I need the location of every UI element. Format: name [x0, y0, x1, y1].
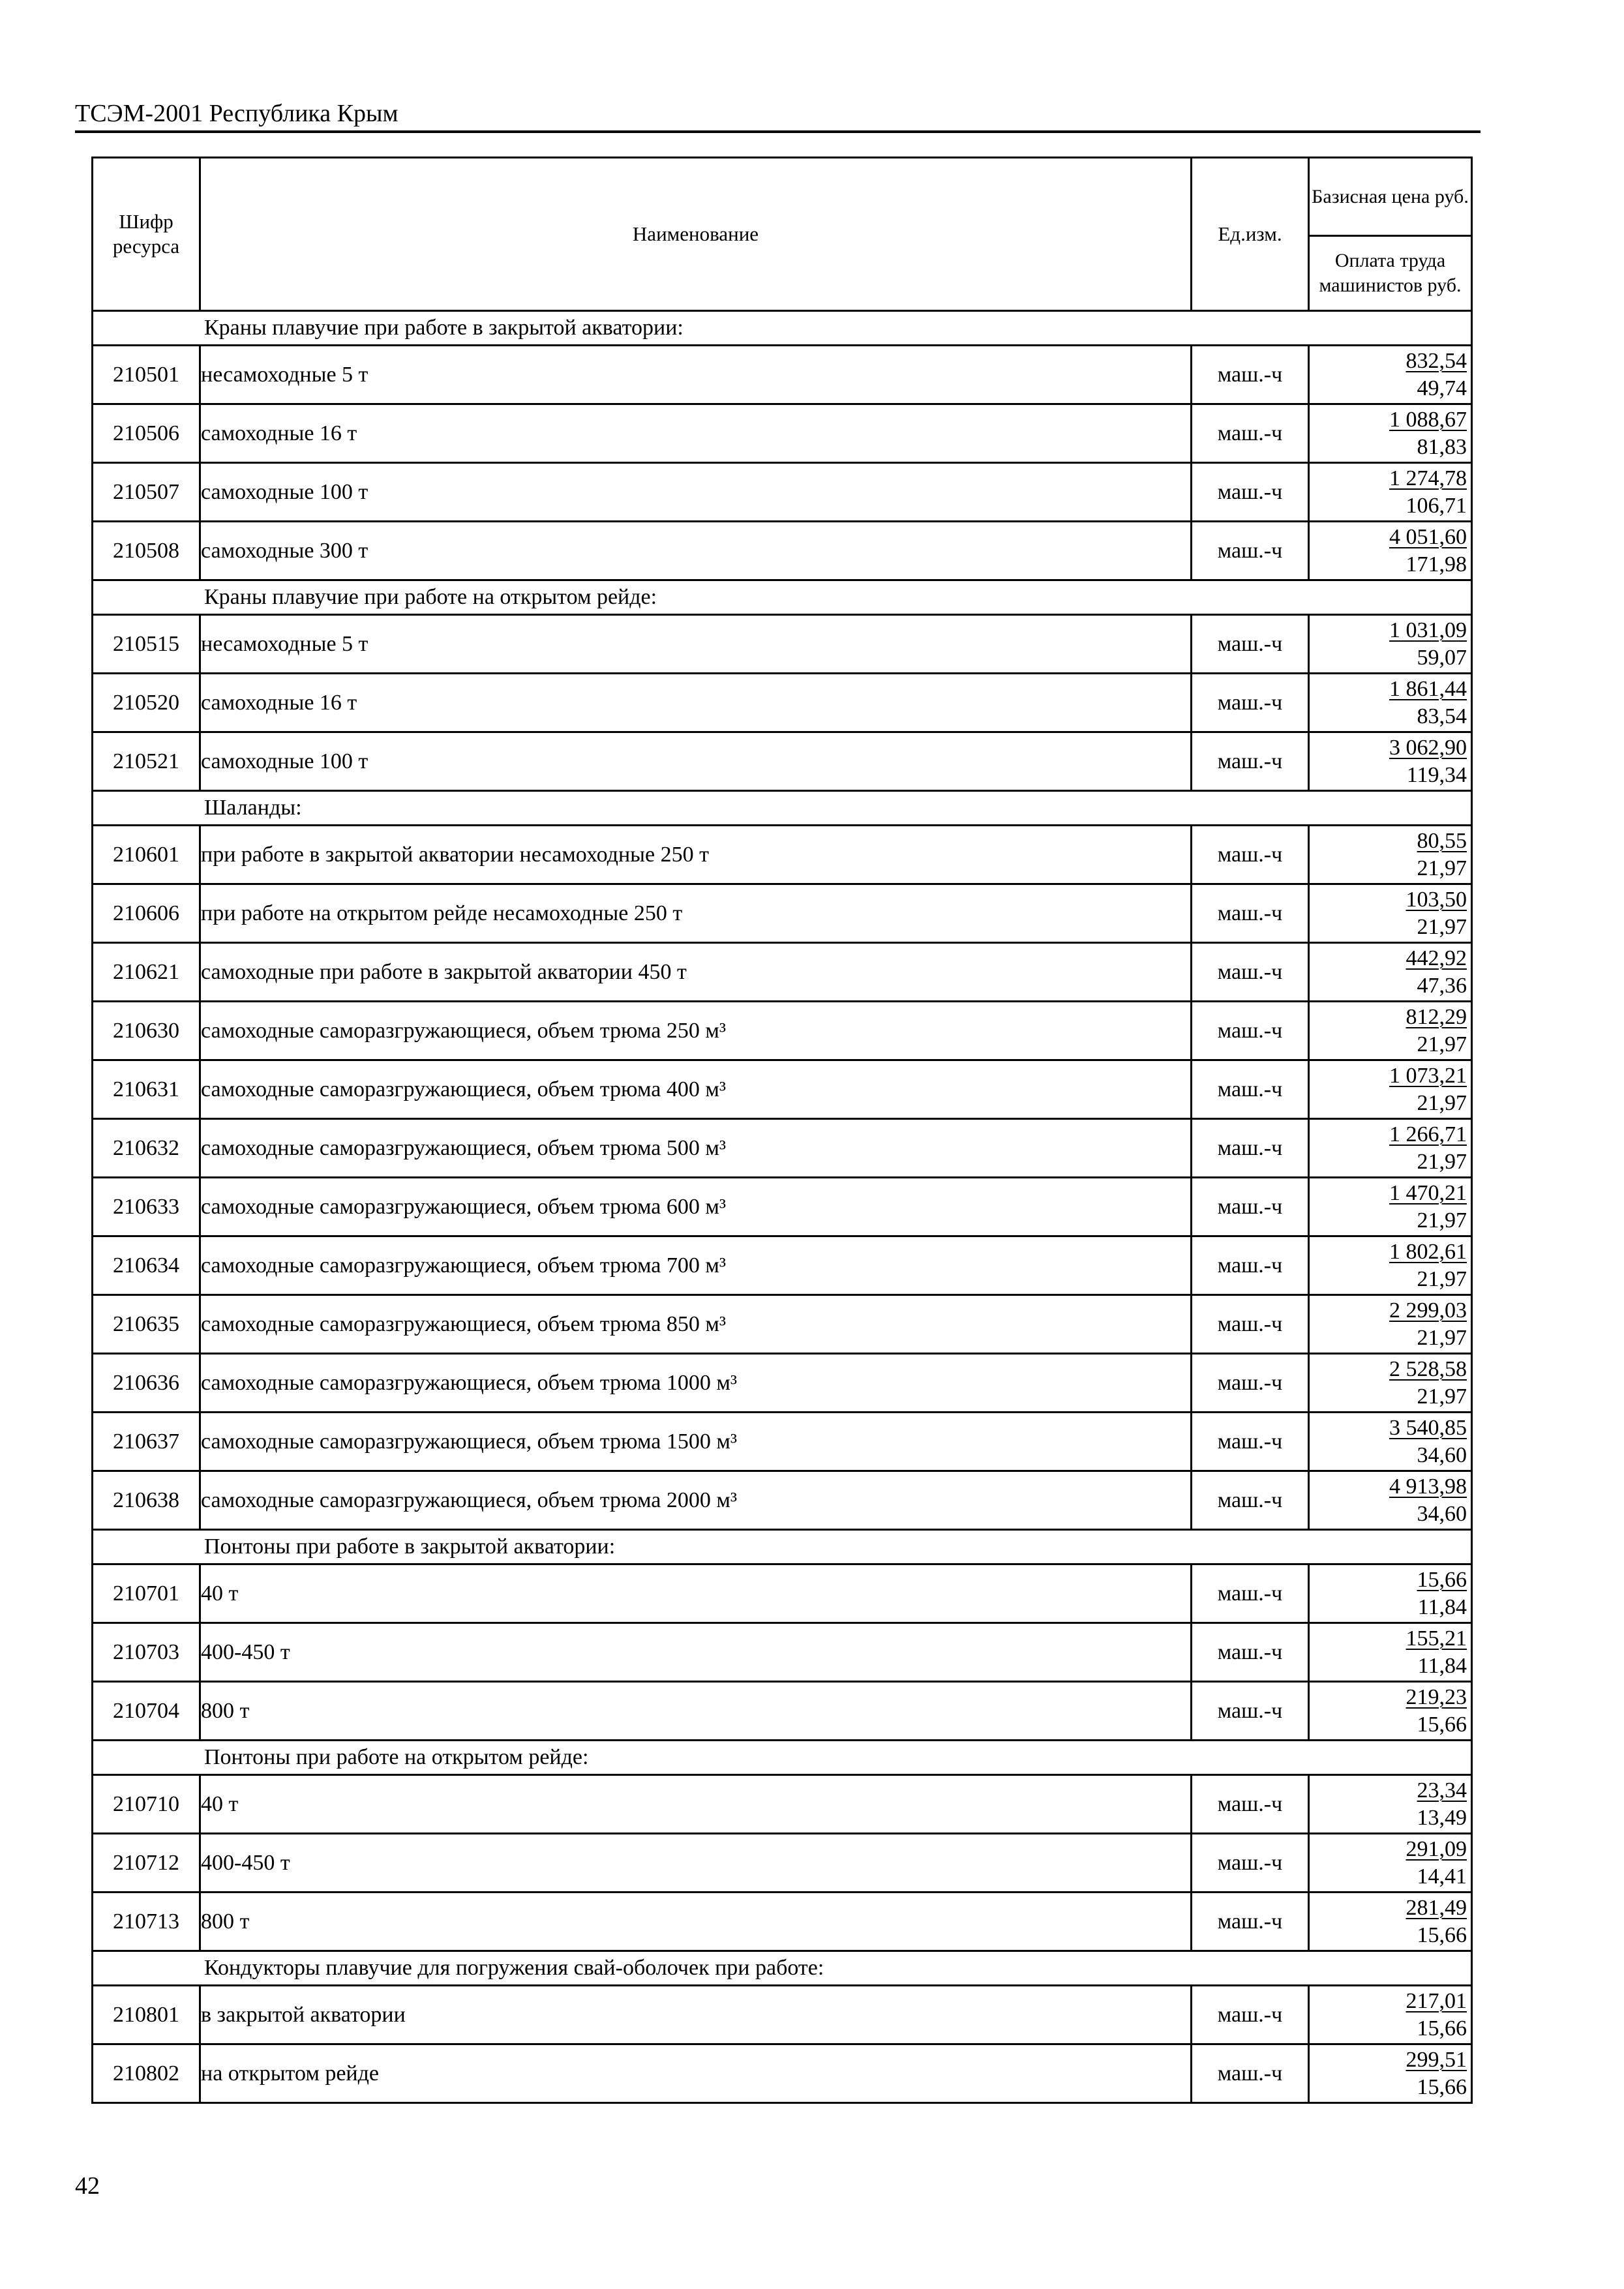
- resource-name: самоходные 16 т: [200, 674, 1192, 732]
- resource-unit: маш.-ч: [1192, 1060, 1309, 1119]
- base-price: 832,54: [1406, 348, 1467, 373]
- base-price: 2 528,58: [1389, 1356, 1467, 1381]
- base-price: 217,01: [1406, 1988, 1467, 2013]
- section-row: [93, 1951, 1472, 1986]
- table-row: [93, 1623, 1472, 1682]
- resource-name: самоходные саморазгружающиеся, объем трюма 400 м³: [200, 1060, 1192, 1119]
- base-price: 1 088,67: [1389, 407, 1467, 432]
- resource-name: самоходные саморазгружающиеся, объем трюма 2000 м³: [200, 1471, 1192, 1530]
- resource-code: 210515: [93, 615, 200, 674]
- price-cell: [1309, 1893, 1472, 1951]
- labor-cost: 11,84: [1417, 1653, 1467, 1678]
- section-title: Шаланды:: [93, 791, 1472, 826]
- labor-cost: 106,71: [1406, 493, 1467, 518]
- resource-unit: маш.-ч: [1192, 826, 1309, 884]
- base-price: 3 540,85: [1389, 1415, 1467, 1440]
- table-row: [93, 826, 1472, 884]
- base-price: 1 266,71: [1389, 1122, 1467, 1146]
- table-row: [93, 615, 1472, 674]
- section-title: Краны плавучие при работе на открытом рейде:: [93, 580, 1472, 615]
- resource-name: несамоходные 5 т: [200, 346, 1192, 404]
- resource-unit: маш.-ч: [1192, 1413, 1309, 1471]
- base-price: 1 802,61: [1389, 1239, 1467, 1264]
- header-labor: Оплата труда машинистов руб.: [1309, 236, 1472, 311]
- table-row: [93, 1986, 1472, 2044]
- resource-name: самоходные саморазгружающиеся, объем трюма 500 м³: [200, 1119, 1192, 1178]
- labor-cost: 21,97: [1417, 1384, 1467, 1409]
- price-cell: [1309, 1413, 1472, 1471]
- resource-unit: маш.-ч: [1192, 1178, 1309, 1236]
- labor-cost: 21,97: [1417, 1032, 1467, 1056]
- table-row: [93, 1682, 1472, 1741]
- labor-cost: 15,66: [1417, 1712, 1467, 1737]
- labor-cost: 47,36: [1417, 973, 1467, 998]
- table-body: [93, 311, 1472, 2103]
- resource-code: 210508: [93, 522, 200, 580]
- resource-unit: маш.-ч: [1192, 1682, 1309, 1741]
- labor-cost: 21,97: [1417, 856, 1467, 880]
- resource-unit: маш.-ч: [1192, 1564, 1309, 1623]
- resource-name: самоходные саморазгружающиеся, объем трюма 850 м³: [200, 1295, 1192, 1354]
- price-cell: [1309, 1682, 1472, 1741]
- resource-unit: маш.-ч: [1192, 732, 1309, 791]
- resource-code: 210506: [93, 404, 200, 463]
- resource-code: 210601: [93, 826, 200, 884]
- table-row: [93, 1002, 1472, 1060]
- labor-cost: 119,34: [1406, 762, 1467, 787]
- section-row: [93, 580, 1472, 615]
- resource-code: 210712: [93, 1834, 200, 1893]
- labor-cost: 83,54: [1417, 704, 1467, 728]
- price-cell: [1309, 1775, 1472, 1834]
- base-price: 103,50: [1406, 887, 1467, 912]
- resource-code: 210630: [93, 1002, 200, 1060]
- price-cell: [1309, 674, 1472, 732]
- resource-name: самоходные саморазгружающиеся, объем трюма 700 м³: [200, 1236, 1192, 1295]
- table-row: [93, 1119, 1472, 1178]
- resource-code: 210631: [93, 1060, 200, 1119]
- resource-name: самоходные саморазгружающиеся, объем трюма 1500 м³: [200, 1413, 1192, 1471]
- base-price: 1 031,09: [1389, 618, 1467, 642]
- price-cell: [1309, 463, 1472, 522]
- price-cell: [1309, 1178, 1472, 1236]
- resource-code: 210632: [93, 1119, 200, 1178]
- resource-code: 210621: [93, 943, 200, 1002]
- base-price: 812,29: [1406, 1004, 1467, 1029]
- resource-name: самоходные 100 т: [200, 732, 1192, 791]
- labor-cost: 15,66: [1417, 1922, 1467, 1947]
- resource-code: 210633: [93, 1178, 200, 1236]
- resource-name: 800 т: [200, 1682, 1192, 1741]
- price-cell: [1309, 1354, 1472, 1413]
- resource-name: самоходные 300 т: [200, 522, 1192, 580]
- table-row: [93, 1295, 1472, 1354]
- table-row: [93, 1775, 1472, 1834]
- table-row: [93, 884, 1472, 943]
- table-row: [93, 1471, 1472, 1530]
- resource-unit: маш.-ч: [1192, 1295, 1309, 1354]
- base-price: 281,49: [1406, 1895, 1467, 1920]
- resource-unit: маш.-ч: [1192, 522, 1309, 580]
- resource-code: 210635: [93, 1295, 200, 1354]
- resource-code: 210520: [93, 674, 200, 732]
- resource-code: 210606: [93, 884, 200, 943]
- base-price: 299,51: [1406, 2047, 1467, 2072]
- resource-name: 400-450 т: [200, 1623, 1192, 1682]
- price-cell: [1309, 884, 1472, 943]
- header-name: Наименование: [200, 158, 1192, 311]
- resource-name: на открытом рейде: [200, 2044, 1192, 2103]
- labor-cost: 21,97: [1417, 1266, 1467, 1291]
- section-row: [93, 311, 1472, 346]
- price-cell: [1309, 1834, 1472, 1893]
- price-cell: [1309, 1119, 1472, 1178]
- resource-code: 210801: [93, 1986, 200, 2044]
- header-code: Шифр ресурса: [93, 158, 200, 311]
- labor-cost: 14,41: [1417, 1864, 1467, 1889]
- price-cell: [1309, 346, 1472, 404]
- resource-unit: маш.-ч: [1192, 1775, 1309, 1834]
- resource-name: самоходные саморазгружающиеся, объем трюма 1000 м³: [200, 1354, 1192, 1413]
- resource-code: 210704: [93, 1682, 200, 1741]
- section-row: [93, 791, 1472, 826]
- price-cell: [1309, 943, 1472, 1002]
- price-cell: [1309, 1471, 1472, 1530]
- base-price: 1 274,78: [1389, 466, 1467, 490]
- resource-unit: маш.-ч: [1192, 404, 1309, 463]
- header-unit: Ед.изм.: [1192, 158, 1309, 311]
- resource-unit: маш.-ч: [1192, 884, 1309, 943]
- resource-name: самоходные 100 т: [200, 463, 1192, 522]
- resource-unit: маш.-ч: [1192, 346, 1309, 404]
- resource-name: 40 т: [200, 1775, 1192, 1834]
- resource-code: 210637: [93, 1413, 200, 1471]
- price-cell: [1309, 1986, 1472, 2044]
- labor-cost: 21,97: [1417, 914, 1467, 939]
- section-row: [93, 1530, 1472, 1564]
- resource-code: 210802: [93, 2044, 200, 2103]
- price-cell: [1309, 1060, 1472, 1119]
- resource-code: 210634: [93, 1236, 200, 1295]
- table-row: [93, 463, 1472, 522]
- labor-cost: 49,74: [1417, 376, 1467, 400]
- resource-unit: маш.-ч: [1192, 943, 1309, 1002]
- labor-cost: 34,60: [1417, 1443, 1467, 1467]
- labor-cost: 171,98: [1406, 552, 1467, 576]
- resource-unit: маш.-ч: [1192, 1119, 1309, 1178]
- price-cell: [1309, 826, 1472, 884]
- price-cell: [1309, 1295, 1472, 1354]
- resource-code: 210507: [93, 463, 200, 522]
- table-row: [93, 1834, 1472, 1893]
- labor-cost: 21,97: [1417, 1149, 1467, 1174]
- resource-code: 210703: [93, 1623, 200, 1682]
- table-row: [93, 674, 1472, 732]
- table-row: [93, 1413, 1472, 1471]
- resource-code: 210501: [93, 346, 200, 404]
- price-cell: [1309, 522, 1472, 580]
- resource-name: самоходные саморазгружающиеся, объем трюма 250 м³: [200, 1002, 1192, 1060]
- base-price: 291,09: [1406, 1836, 1467, 1861]
- resource-name: 400-450 т: [200, 1834, 1192, 1893]
- base-price: 15,66: [1417, 1567, 1467, 1592]
- base-price: 3 062,90: [1389, 735, 1467, 760]
- table-row: [93, 1236, 1472, 1295]
- resource-unit: маш.-ч: [1192, 1002, 1309, 1060]
- resource-unit: маш.-ч: [1192, 2044, 1309, 2103]
- page-number: 42: [75, 2172, 100, 2200]
- labor-cost: 59,07: [1417, 645, 1467, 670]
- resource-unit: маш.-ч: [1192, 674, 1309, 732]
- base-price: 4 051,60: [1389, 524, 1467, 549]
- resource-unit: маш.-ч: [1192, 1354, 1309, 1413]
- resource-unit: маш.-ч: [1192, 1236, 1309, 1295]
- header-base-price: Базисная цена руб.: [1309, 158, 1472, 236]
- price-cell: [1309, 1002, 1472, 1060]
- resource-unit: маш.-ч: [1192, 615, 1309, 674]
- page-header: [75, 98, 1481, 133]
- resource-name: 800 т: [200, 1893, 1192, 1951]
- labor-cost: 15,66: [1417, 2016, 1467, 2041]
- resource-name: 40 т: [200, 1564, 1192, 1623]
- resource-code: 210636: [93, 1354, 200, 1413]
- price-cell: [1309, 1564, 1472, 1623]
- header-title: ТСЭМ-2001 Республика Крым: [75, 100, 398, 127]
- labor-cost: 21,97: [1417, 1090, 1467, 1115]
- resource-unit: маш.-ч: [1192, 1834, 1309, 1893]
- price-cell: [1309, 1236, 1472, 1295]
- base-price: 1 470,21: [1389, 1180, 1467, 1205]
- table-row: [93, 404, 1472, 463]
- resource-name: самоходные 16 т: [200, 404, 1192, 463]
- section-title: Краны плавучие при работе в закрытой акватории:: [93, 311, 1472, 346]
- resource-code: 210638: [93, 1471, 200, 1530]
- base-price: 2 299,03: [1389, 1298, 1467, 1323]
- labor-cost: 81,83: [1417, 434, 1467, 459]
- table-row: [93, 1354, 1472, 1413]
- price-cell: [1309, 404, 1472, 463]
- base-price: 80,55: [1417, 828, 1467, 853]
- labor-cost: 11,84: [1417, 1594, 1467, 1619]
- resource-unit: маш.-ч: [1192, 463, 1309, 522]
- base-price: 1 073,21: [1389, 1063, 1467, 1088]
- labor-cost: 13,49: [1417, 1805, 1467, 1830]
- base-price: 23,34: [1417, 1778, 1467, 1803]
- resource-code: 210521: [93, 732, 200, 791]
- labor-cost: 21,97: [1417, 1208, 1467, 1233]
- section-row: [93, 1741, 1472, 1775]
- resource-name: самоходные при работе в закрытой акватории 450 т: [200, 943, 1192, 1002]
- resource-name: при работе в закрытой акватории несамоходные 250 т: [200, 826, 1192, 884]
- table-row: [93, 346, 1472, 404]
- price-cell: [1309, 615, 1472, 674]
- resource-table: [91, 157, 1473, 2104]
- price-cell: [1309, 732, 1472, 791]
- resource-name: самоходные саморазгружающиеся, объем трюма 600 м³: [200, 1178, 1192, 1236]
- resource-code: 210710: [93, 1775, 200, 1834]
- labor-cost: 15,66: [1417, 2074, 1467, 2099]
- base-price: 1 861,44: [1389, 676, 1467, 701]
- base-price: 155,21: [1406, 1626, 1467, 1651]
- price-cell: [1309, 2044, 1472, 2103]
- section-title: Понтоны при работе на открытом рейде:: [93, 1741, 1472, 1775]
- labor-cost: 21,97: [1417, 1325, 1467, 1350]
- base-price: 442,92: [1406, 946, 1467, 970]
- table-row: [93, 522, 1472, 580]
- table-row: [93, 2044, 1472, 2103]
- resource-name: в закрытой акватории: [200, 1986, 1192, 2044]
- resource-name: несамоходные 5 т: [200, 615, 1192, 674]
- table-row: [93, 732, 1472, 791]
- table-row: [93, 1564, 1472, 1623]
- resource-code: 210713: [93, 1893, 200, 1951]
- base-price: 219,23: [1406, 1684, 1467, 1709]
- price-cell: [1309, 1623, 1472, 1682]
- resource-unit: маш.-ч: [1192, 1623, 1309, 1682]
- resource-unit: маш.-ч: [1192, 1893, 1309, 1951]
- labor-cost: 34,60: [1417, 1501, 1467, 1526]
- section-title: Кондукторы плавучие для погружения свай-оболочек при работе:: [93, 1951, 1472, 1986]
- resource-name: при работе на открытом рейде несамоходные 250 т: [200, 884, 1192, 943]
- resource-code: 210701: [93, 1564, 200, 1623]
- table-row: [93, 1893, 1472, 1951]
- section-title: Понтоны при работе в закрытой акватории:: [93, 1530, 1472, 1564]
- table-row: [93, 1178, 1472, 1236]
- resource-unit: маш.-ч: [1192, 1986, 1309, 2044]
- base-price: 4 913,98: [1389, 1474, 1467, 1499]
- table-row: [93, 943, 1472, 1002]
- resource-unit: маш.-ч: [1192, 1471, 1309, 1530]
- table-row: [93, 1060, 1472, 1119]
